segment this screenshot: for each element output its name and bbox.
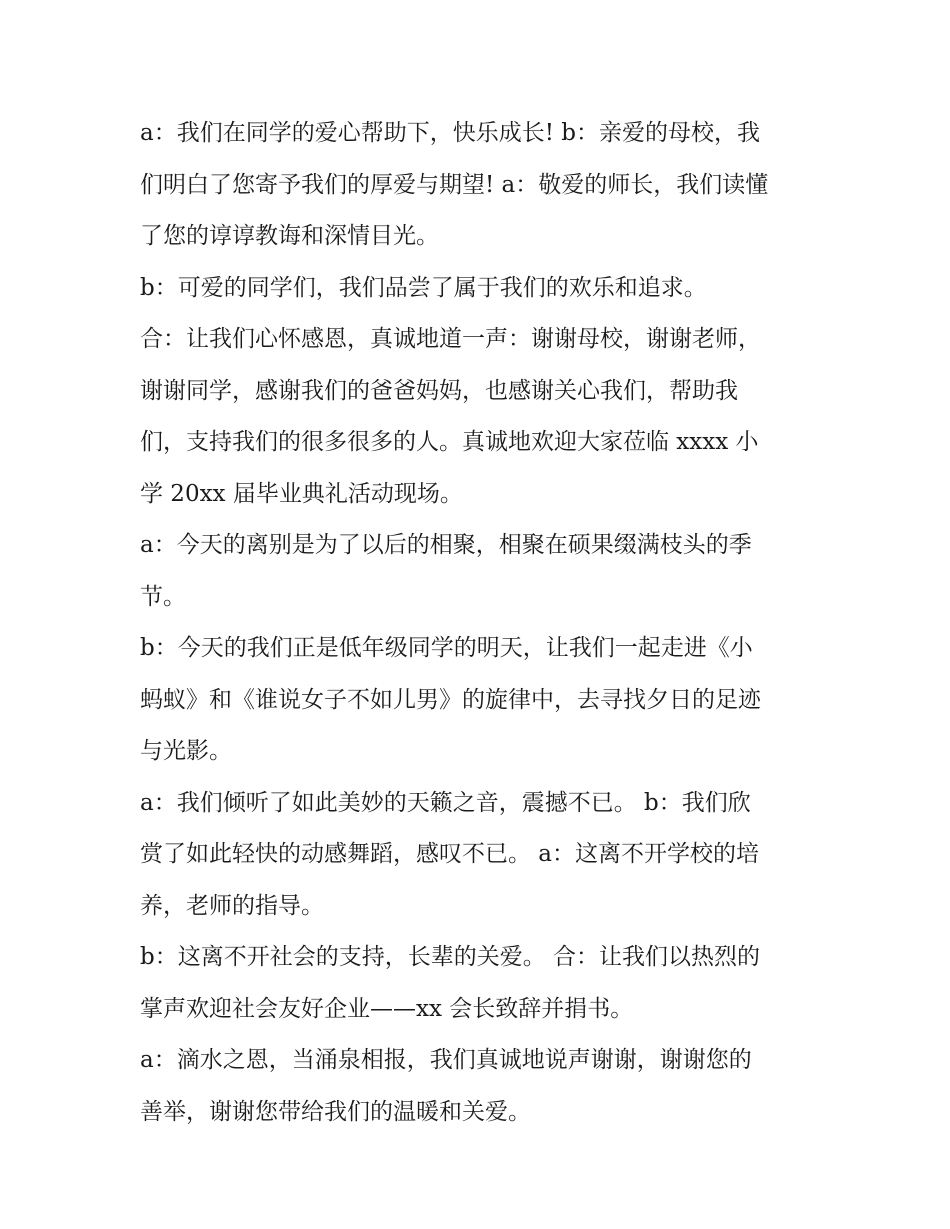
text-line: a：今天的离别是为了以后的相聚，相聚在硕果缀满枝头的季 [140,532,752,558]
text-line: 们明白了您寄予我们的厚爱与期望! a：敬爱的师长，我们读懂 [140,171,769,198]
text-line: b：今天的我们正是低年级同学的明天，让我们一起走进《小 [140,635,753,661]
text-line: b：可爱的同学们，我们品尝了属于我们的欢乐和追求。 [140,274,707,301]
text-line: a：我们在同学的爱心帮助下，快乐成长! b：亲爱的母校，我 [140,120,760,146]
text-line: 养，老师的指导。 [140,892,324,919]
paragraph-3 [140,314,820,520]
text-line: 合：让我们心怀感恩，真诚地道一声：谢谢母校，谢谢老师， [140,326,761,352]
document-page [140,108,820,1138]
text-line: 与光影。 [140,738,232,764]
paragraph-2 [140,263,820,315]
paragraph-1 [140,108,820,263]
paragraph-7 [140,932,820,1035]
text-line: 学 20xx 届毕业典礼活动现场。 [140,480,463,507]
paragraph-6 [140,778,820,933]
text-line: 谢谢同学，感谢我们的爸爸妈妈，也感谢关心我们，帮助我 [140,377,738,404]
text-line: 赏了如此轻快的动感舞蹈，感叹不已。 a：这离不开学校的培 [140,841,760,867]
text-line: a：我们倾听了如此美妙的天籁之音，震撼不已。 b：我们欣 [140,789,751,816]
text-line: 蚂蚁》和《谁说女子不如儿男》的旋律中，去寻找夕日的足迹 [140,686,761,713]
text-line: b：这离不开社会的支持，长辈的关爱。 合：让我们以热烈的 [140,944,761,970]
text-line: 们，支持我们的很多很多的人。真诚地欢迎大家莅临 xxxx 小 [140,429,759,455]
paragraph-5 [140,623,820,778]
text-line: a：滴水之恩，当涌泉相报，我们真诚地说声谢谢，谢谢您的 [140,1047,752,1073]
text-line: 掌声欢迎社会友好企业——xx 会长致辞并捐书。 [140,995,634,1022]
text-line: 善举，谢谢您带给我们的温暖和关爱。 [140,1098,531,1125]
text-line: 了您的谆谆教诲和深情目光。 [140,223,439,249]
paragraph-4 [140,520,820,623]
text-line: 节。 [140,583,186,610]
paragraph-8 [140,1035,820,1138]
